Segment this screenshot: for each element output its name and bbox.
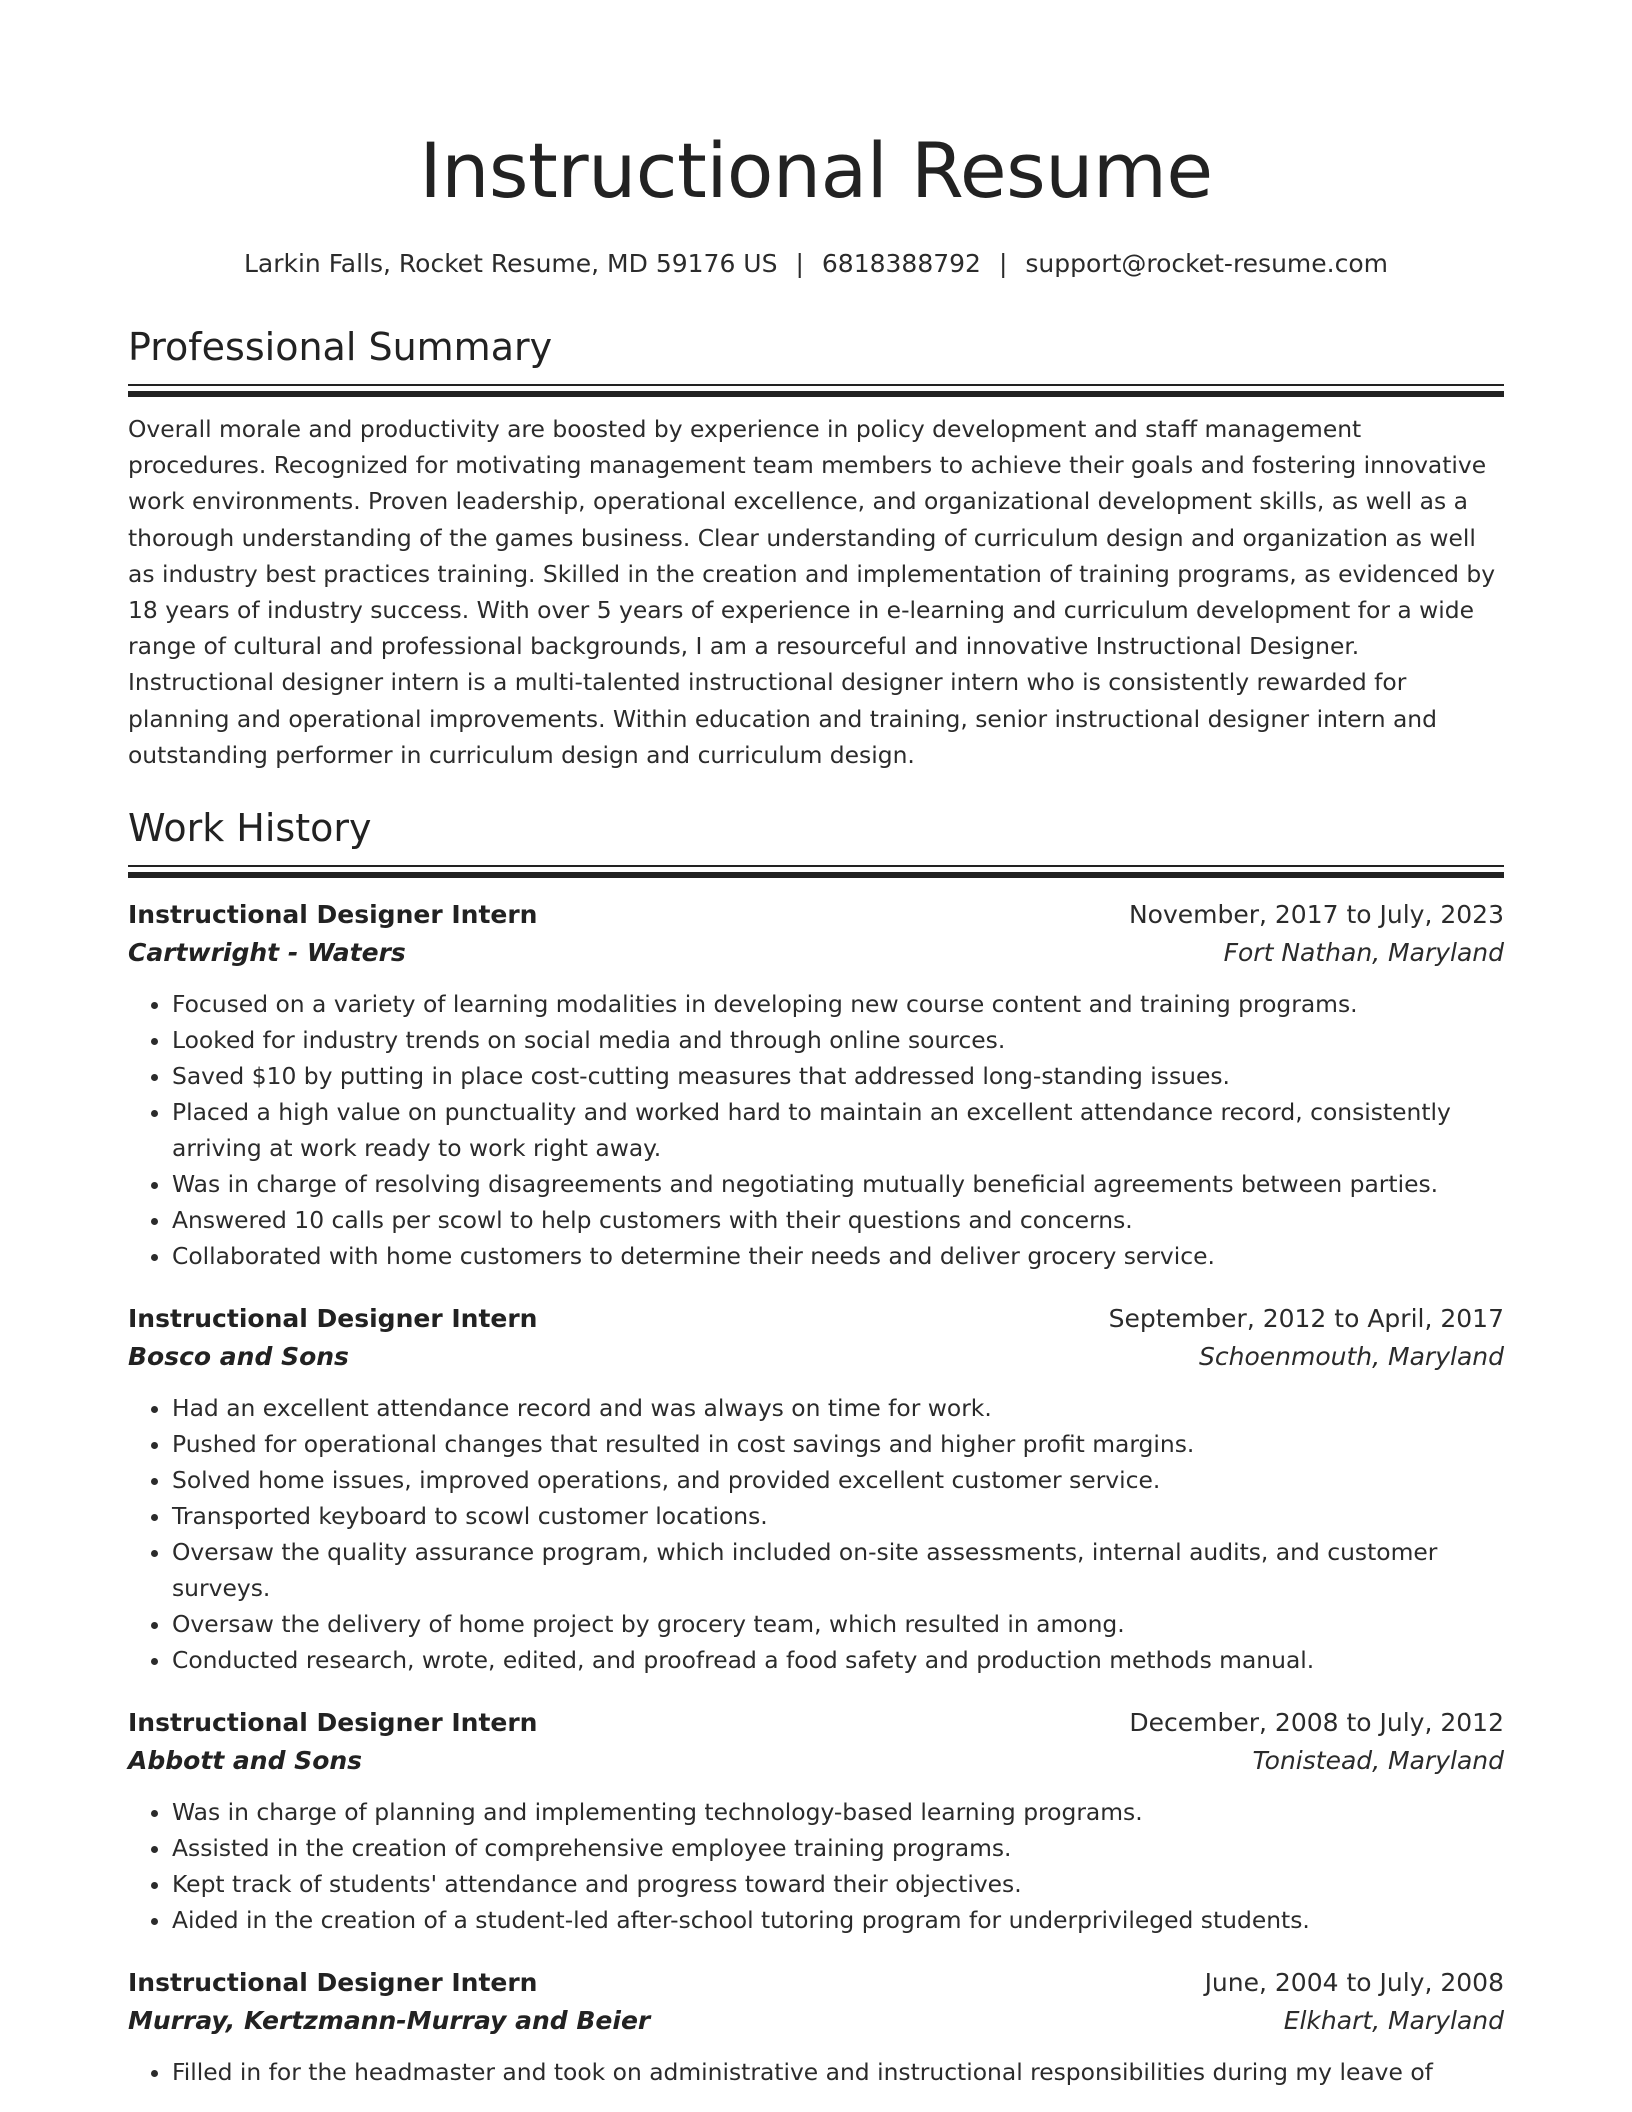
job-bullet: • Aided in the creation of a student-led after-school tutoring program for underprivileged students. [172,1902,1504,1938]
job-bullet-list [128,986,1504,1274]
job-bullet-list [128,1794,1504,1938]
job-bullet: • Solved home issues, improved operations, and provided excellent customer service. [172,1462,1504,1498]
job-dates: September, 2012 to April, 2017 [1108,1304,1504,1334]
contact-phone: 6818388792 [821,249,981,278]
job-bullet: • Had an excellent attendance record and was always on time for work. [172,1390,1504,1426]
job-bullet: • Pushed for operational changes that resulted in cost savings and higher profit margins. [172,1426,1504,1462]
contact-line [128,246,1504,282]
section-divider [128,865,1504,878]
job-bullet: • Assisted in the creation of comprehensive employee training programs. [172,1830,1504,1866]
contact-address: Larkin Falls, Rocket Resume, MD 59176 US [243,249,778,278]
job-header-row [128,1964,1504,2002]
job-company-row [128,1742,1504,1780]
job-bullet: • Placed a high value on punctuality and worked hard to maintain an excellent attendance record, consistently arriving at work ready to work right away. [172,1094,1504,1166]
job-bullet-list [128,2054,1504,2090]
job-location: Tonistead, Maryland [1252,1746,1504,1776]
job-entry [128,1300,1504,1678]
job-header-row [128,1704,1504,1742]
section-divider [128,384,1504,397]
job-bullet: • Conducted research, wrote, edited, and proofread a food safety and production methods manual. [172,1642,1504,1678]
job-bullet: • Transported keyboard to scowl customer locations. [172,1498,1504,1534]
job-title: Instructional Designer Intern [128,900,538,930]
job-bullet: • Focused on a variety of learning modalities in developing new course content and training programs. [172,986,1504,1022]
job-header-row [128,896,1504,934]
job-entry [128,896,1504,1274]
job-dates: November, 2017 to July, 2023 [1128,900,1504,930]
job-company-row [128,1338,1504,1376]
job-location: Fort Nathan, Maryland [1223,938,1504,968]
job-bullet: • Filled in for the headmaster and took on administrative and instructional responsibilities during my leave of [172,2054,1504,2090]
job-bullet: • Was in charge of planning and implementing technology-based learning programs. [172,1794,1504,1830]
job-location: Elkhart, Maryland [1283,2006,1504,2036]
job-company: Murray, Kertzmann-Murray and Beier [128,2006,651,2036]
job-bullet: • Looked for industry trends on social media and through online sources. [172,1022,1504,1058]
job-company: Abbott and Sons [128,1746,363,1776]
job-title: Instructional Designer Intern [128,1708,538,1738]
section-title-work-history: Work History [128,806,372,851]
section-title-summary: Professional Summary [128,325,553,369]
job-entry [128,1704,1504,1938]
job-company-row [128,2002,1504,2040]
job-company-row [128,934,1504,972]
job-title: Instructional Designer Intern [128,1968,538,1998]
job-bullet: • Answered 10 calls per scowl to help customers with their questions and concerns. [172,1202,1504,1238]
job-dates: December, 2008 to July, 2012 [1129,1708,1504,1738]
job-header-row [128,1300,1504,1338]
work-history-section [128,803,1504,2090]
job-bullet: • Oversaw the delivery of home project by grocery team, which resulted in among. [172,1606,1504,1642]
job-list [128,896,1504,2090]
job-bullet: • Oversaw the quality assurance program, which included on-site assessments, internal audits, and customer surveys. [172,1534,1504,1606]
job-bullet: • Kept track of students' attendance and progress toward their objectives. [172,1866,1504,1902]
job-location: Schoenmouth, Maryland [1199,1342,1504,1372]
contact-separator: | [795,249,804,278]
job-company: Bosco and Sons [128,1342,349,1372]
professional-summary-section [128,322,1504,773]
resume-title: Instructional Resume [419,126,1213,215]
contact-email: support@rocket-resume.com [1025,249,1389,278]
job-entry [128,1964,1504,2090]
job-bullet: • Collaborated with home customers to determine their needs and deliver grocery service. [172,1238,1504,1274]
job-bullet: • Saved $10 by putting in place cost-cutting measures that addressed long-standing issues. [172,1058,1504,1094]
job-dates: June, 2004 to July, 2008 [1204,1968,1504,1998]
summary-text: Overall morale and productivity are boosted by experience in policy development and staff management procedures. Recognized for motivating management team members to achieve their goals and fostering innovative work environments. Proven leadership, operational excellence, and organizational development skills, as well as a thorough understanding of the games business. Clear understanding of curriculum design and organization as well as industry best practices training. Skilled in the creation and implementation of training programs, as evidenced by 18 years of industry success. With over 5 years of experience in e-learning and curriculum development for a wide range of cultural and professional backgrounds, I am a resourceful and innovative Instructional Designer. Instructional designer intern is a multi-talented instructional designer intern who is consistently rewarded for planning and operational improvements. Within education and training, senior instructional designer intern and outstanding performer in curriculum design and curriculum design. [128,415,1496,769]
job-bullet: • Was in charge of resolving disagreements and negotiating mutually beneficial agreements between parties. [172,1166,1504,1202]
contact-separator: | [998,249,1008,278]
job-title: Instructional Designer Intern [128,1304,538,1334]
job-company: Cartwright - Waters [128,938,406,968]
job-bullet-list [128,1390,1504,1678]
